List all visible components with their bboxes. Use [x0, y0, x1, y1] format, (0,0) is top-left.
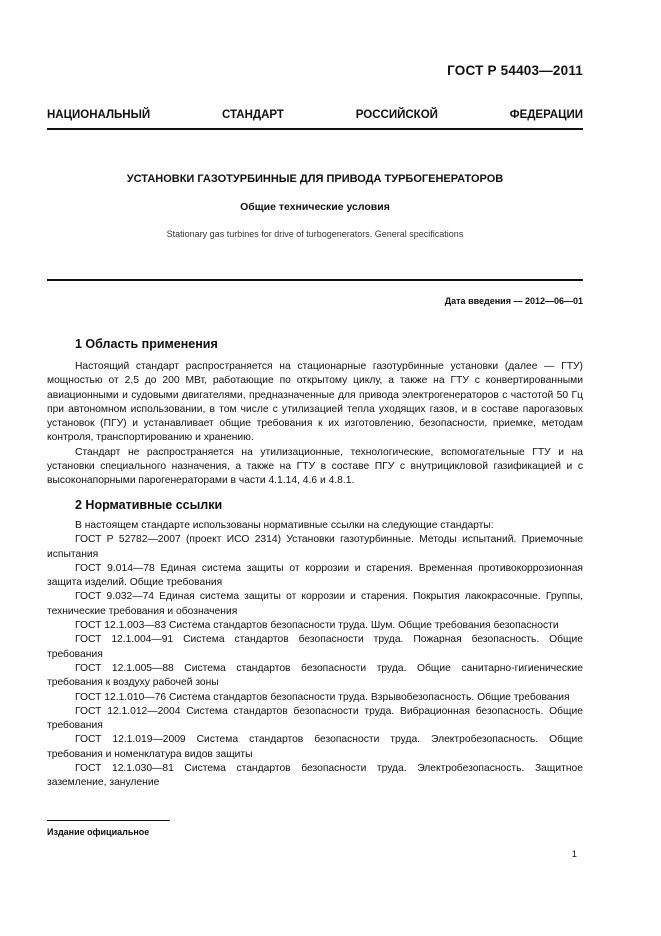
- reference-item: ГОСТ 12.1.005—88 Система стандартов безопасности труда. Общие санитарно-гигиенические требования к воздуху рабочей зоны: [47, 662, 583, 689]
- paragraph: Настоящий стандарт распространяется на стационарные газотурбинные установки (далее — ГТУ) мощностью от 2,5 до 200 МВт, работающие по открытому циклу, а также на ГТУ с конвертированными авиационными и судовыми двигателями, предназначенные для привода электрогенераторов с частотой 50 Гц при автономном использовании, в том числе с утилизацией тепла уходящих газов, и в составе парогазовых установок (ПГУ) и устанавливает общие требования к их изготовлению, безопасности, приемке, методам контроля, транспортированию и хранению.: [47, 361, 583, 444]
- reference-item: ГОСТ 12.1.030—81 Система стандартов безопасности труда. Электробезопасность. Защитное заземление, зануление: [47, 763, 583, 789]
- english-title: Stationary gas turbines for drive of turbogenerators. General specifications: [166, 229, 464, 239]
- paragraph: Стандарт не распространяется на утилизационные, технологические, вспомогательные ГТУ и на установки специального назначения, а также на ГТУ в составе ПГУ с внутрицикловой газификацией и с высоконапорными парогенераторами в части 4.1.14, 4.6 и 4.8.1.: [47, 446, 583, 487]
- top-rule: [47, 128, 583, 130]
- document-subtitle: Общие технические условия: [240, 201, 390, 213]
- reference-item: ГОСТ 9.014—78 Единая система защиты от коррозии и старения. Временная противокоррозионная защита изделий. Общие требования: [47, 562, 583, 589]
- section-1-heading: 1 Область применения: [75, 337, 218, 351]
- standard-number: ГОСТ Р 54403—2011: [447, 63, 583, 78]
- official-edition-label: Издание официальное: [47, 827, 150, 837]
- footer-rule: [47, 820, 170, 821]
- title-rule: [47, 279, 583, 281]
- reference-item: ГОСТ Р 52782—2007 (проект ИСО 2314) Установки газотурбинные. Методы испытаний. Приемочные испытания: [47, 534, 583, 560]
- paragraph: В настоящем стандарте использованы нормативные ссылки на следующие стандарты:: [75, 520, 494, 531]
- reference-item: ГОСТ 12.1.019—2009 Система стандартов безопасности труда. Электробезопасность. Общие требования и номенклатура видов защиты: [47, 734, 583, 760]
- national-standard-banner: НАЦИОНАЛЬНЫЙ СТАНДАРТ РОССИЙСКОЙ ФЕДЕРАЦИИ: [47, 109, 583, 121]
- reference-item: ГОСТ 12.1.003—83 Система стандартов безопасности труда. Шум. Общие требования безопасности: [75, 620, 559, 632]
- reference-item: ГОСТ 12.1.004—91 Система стандартов безопасности труда. Пожарная безопасность. Общие требования: [47, 634, 583, 660]
- reference-item: ГОСТ 12.1.010—76 Система стандартов безопасности труда. Взрывобезопасность. Общие требования: [75, 691, 570, 703]
- introduction-date: Дата введения — 2012—06—01: [444, 296, 583, 306]
- reference-item: ГОСТ 12.1.012—2004 Система стандартов безопасности труда. Вибрационная безопасность. Общие требования: [47, 705, 583, 732]
- section-2-heading: 2 Нормативные ссылки: [75, 498, 223, 512]
- reference-item: ГОСТ 9.032—74 Единая система защиты от коррозии и старения. Покрытия лакокрасочные. Группы, технические требования и обозначения: [47, 591, 583, 617]
- section-1-body: [47, 360, 583, 489]
- page-number: 1: [571, 849, 577, 860]
- document-title: УСТАНОВКИ ГАЗОТУРБИННЫЕ ДЛЯ ПРИВОДА ТУРБОГЕНЕРАТОРОВ: [126, 173, 504, 185]
- section-2-body: [47, 519, 583, 791]
